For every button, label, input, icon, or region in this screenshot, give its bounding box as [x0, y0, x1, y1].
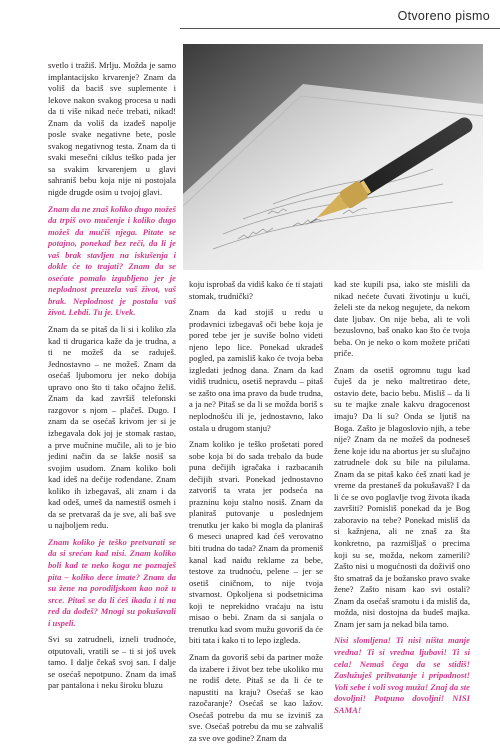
paragraph: Znam da osetiš ogromnu tugu kad čuješ da je neko maltretirao dete, ostavio dete, bacio bebu. Misliš – da li su te majke znale kakvu dragocenost imaju? Da li su? Onda se ljutiš na Boga. Zašto je blagoslovio njih, a tebe nije? Znam da ne možeš da podneseš žene koje idu na abortus jer su slučajno zatrudnele dok su bile na pilulama. Znam da se pitaš kako ćeš znati kad je vreme da prestaneš da pokušavaš? I da li će se ovo poglavlje tvog života ikada završiti? Pomisliš ponekad da je Bog zaboravio na tebe? Ponekad misliš da si kažnjena, ali ne znaš za šta konkretno, pa razmišljaš o precima koji su se, možda, nekom zamerili? Zašto nisi u mogućnosti da doživiš ono što smatraš da je božansko pravo svake žene? Zašto nisam kao svi ostali? Znam da osećaš sramotu i da misliš da, možda, nisi dostojna da budeš majka. Znam jer sam ja nekad bila tamo. — [334, 364, 470, 629]
paragraph: koju isprobaš da vidiš kako će ti stajati stomak, trudnički? — [189, 279, 323, 301]
header-divider — [180, 28, 500, 29]
paragraph: kad ste kupili psa, iako ste mislili da nikad nećete čuvati životinju u kući, želeli ste da nekog negujete, da nekom date ljubav. On nije beba, ali te voli bezuslovno, baš onako kao što će tvoja beba. On je neko o kom možete pričati priče. — [334, 279, 470, 359]
text-column-2 — [189, 279, 323, 749]
section-title: Otvoreno pismo — [397, 9, 490, 23]
paragraph: Znam da se pitaš da li si i koliko zla kad ti drugarica kaže da je trudna, a ti ne možeš da se raduješ. Jednostavno – ne možeš. Znam da osećaš ljubomoru jer neko dobija upravo ono što ti tako očajno želiš. Znam da kad završiš telefonski razgovor s njom – plačeš. Dugo. I znam da se osećaš krivom jer si je izbegavala dok joj je stomak rastao, a prve mučnine mučile, ali to je bio jedini način da se lakše nosiš sa svojim usudom. Znam koliko boli kad ideš na dečije rođendane. Znam koliko ih izbegavaš, ali znam i da kad odeš, umeš da namestiš osmeh i da se pretvaraš da je sve, ali baš sve u najboljem redu. — [48, 324, 176, 531]
highlighted-paragraph: Znam koliko je teško pretvarati se da si srećan kad nisi. Znam koliko boli kad te neko koga ne poznaješ pita – koliko dece imate? Znam da su žene na porodiljskom kao nož u srce. Pitaš se da li ćeš ikada i ti na red da dođeš? Mnogi su pokušavali i uspeli. — [48, 536, 176, 628]
pen-on-notebook-photo — [183, 44, 483, 270]
paragraph: Znam koliko je teško prošetati pored sobe koja bi do sada trebalo da bude puna dečijih igračaka i razbacanih dečijih stvari. Ponekad jednostavno zatvoriš ta vrata jer podseća na prazninu koju stalno nosiš. Znam da planiraš putovanje u poslednjem trenutku jer kako bi mogla da planiraš 6 meseci unapred kad ćeš verovatno biti trudna do tada? Znam da promeniš kanal kad naiđu reklame za bebe, testove za trudnoću, pelene – jer se osetiš ciničnom, to nije tvoja stvarnost. Opkoljena si podsetnicima koji te neprekidno vraćaju na istu misao o bebi. Znam da si sanjala o trenutku kad svom mužu govoriš da će biti tata i kako ti to lepo izgleda. — [189, 439, 323, 646]
paragraph: svetlo i tražiš. Mrlju. Možda je samo implantacijsko krvarenje? Znam da voliš da baciš sve suplemente i lekove nakon svakog procesa u nadi da ti više nikad neće trebati, nikad! Znam da voliš da izađeš napolje posle svake negativne bete, posle svakog negativnog testa. Znam da ti svaki mesečni ciklus teško pada jer sa svakim krvarenjem u glavi sahraniš bebu koja nije ni postojala nigde drugde osim u tvojoj glavi. — [48, 60, 176, 198]
paragraph: Svi su zatrudneli, izneli trudnoće, otputovali, vratili se – ti si još uvek tamo. I dalje čekaš svoj san. I dalje se osećaš nepotpuno. Znam da imaš par pantalona i neku široku bluzu — [48, 634, 176, 691]
highlighted-paragraph: Znam da ne znaš koliko dugo možeš da trpiš ovo mučenje i koliko dugo možeš da mučiš njega. Pitate se potajno, ponekad bez reči, da li je vaš brak stavljen na iskušenja i dokle će to trajati? Znam da se osećate pomalo izgubljeno jer je neplodnost preuzela vaš život, vaš brak. Neplodnost je postala vaš život. Lebdi. Tu je. Uvek. — [48, 203, 176, 318]
text-column-1 — [48, 60, 176, 697]
closing-statement: Nisi slomljena! Ti nisi ništa manje vredna! Ti si vredna ljubavi! Ti si cela! Nemaš čega da se stidiš! Zaslužuješ prihvatanje i pripadnost! Voli sebe i voli svog muža! Znaj da ste dovoljni! Potpuno dovoljni! NISI SAMA! — [334, 635, 470, 715]
paragraph: Znam da govoriš sebi da partner može da izabere i život bez tebe ukoliko mu ne rodiš dete. Pitaš se da li će te napustiti na kraju? Osećaš se kao razočaranje? Osećaš se kao lažov. Osećaš potrebu da mu se izviniš za sve. Osećaš potrebu da mu se zahvališ za sve ove godine? Znam da — [189, 651, 323, 743]
paragraph: Znam da kad stojiš u redu u prodavnici izbegavaš oči bebe koja je pored tebe jer je suviše bolno videti njeno lepo lice. Ponekad ukradeš pogled, pa zamisliš kako će tvoja beba izgledati jednog dana. Znam da kad vidiš trudnicu, osetiš nepravdu – pitaš se zašto ona ima pravo da bude trudna, a ja ne? Pitaš se da li se možda boriš s neplodnošću ili je, jednostavno, lako ostala u drugom stanju? — [189, 307, 323, 433]
text-column-3 — [334, 279, 470, 721]
